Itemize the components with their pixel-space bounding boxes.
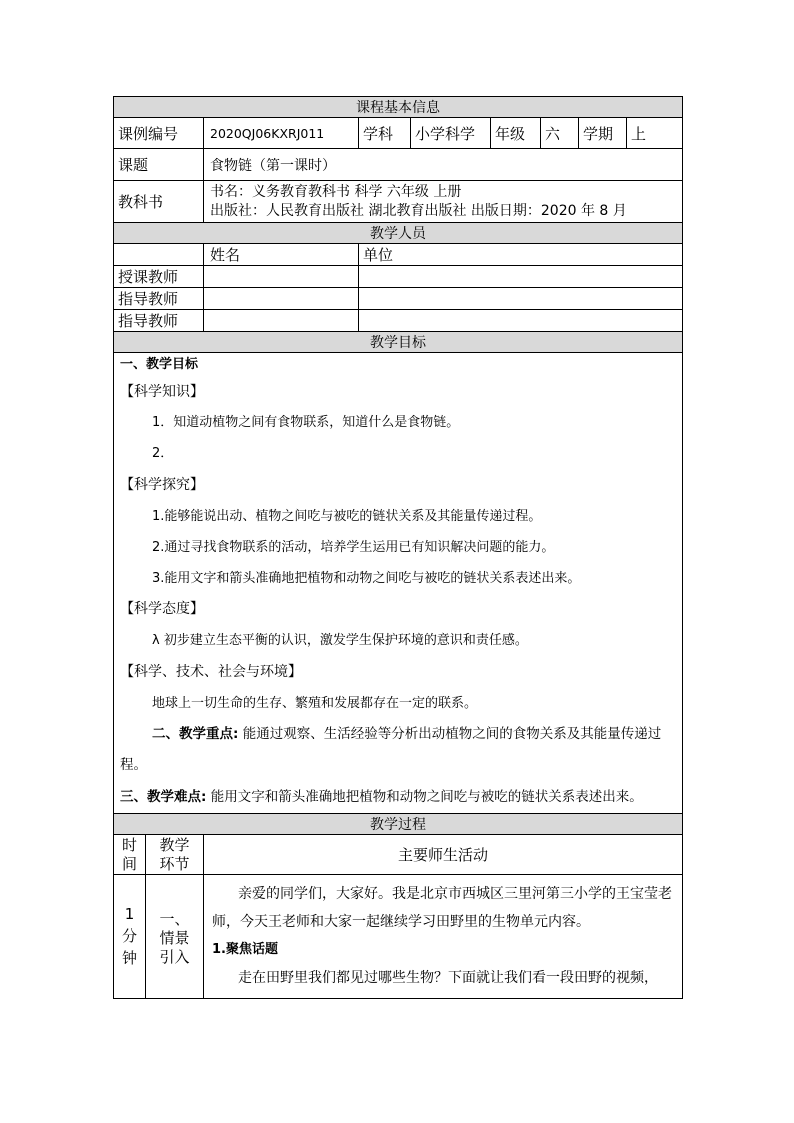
grade-value: 六 [541, 118, 579, 149]
book-label: 教科书 [114, 181, 204, 223]
topic-label: 课题 [114, 149, 204, 181]
step-column-header: 教学环节 [146, 835, 204, 875]
code-value: 2020QJ06KXRJ011 [204, 118, 359, 149]
knowledge-item-1: 1．知道动植物之间有食物联系，知道什么是食物链。 [152, 415, 460, 430]
stse-heading: 【科学、技术、社会与环境】 [120, 664, 302, 680]
science-attitude-heading: 【科学态度】 [120, 601, 204, 617]
subject-label: 学科 [359, 118, 411, 149]
staff-row [114, 310, 683, 332]
staff-header-row [114, 223, 683, 244]
subject-value: 小学科学 [411, 118, 491, 149]
basic-info-header-row [114, 97, 683, 118]
time-column-header: 时间 [114, 835, 146, 875]
basic-info-row-topic [114, 149, 683, 181]
objectives-header: 教学目标 [114, 332, 683, 353]
staff-columns-row [114, 244, 683, 266]
inquiry-item-2: 2.通过寻找食物联系的活动，培养学生运用已有知识解决问题的能力。 [152, 540, 555, 555]
basic-info-row-book [114, 181, 683, 223]
staff-unit [359, 266, 683, 288]
science-inquiry-heading: 【科学探究】 [120, 477, 204, 493]
science-knowledge-heading: 【科学知识】 [120, 384, 204, 400]
key-points-text-cont: 程。 [120, 757, 147, 773]
process-header-row [114, 814, 683, 835]
book-line-2: 出版社：人民教育出版社 湖北教育出版社 出版日期：2020 年 8 月 [210, 202, 627, 219]
stse-item: 地球上一切生命的生存、繁殖和发展都存在一定的联系。 [152, 696, 478, 711]
process-header: 教学过程 [114, 814, 683, 835]
staff-name [204, 266, 359, 288]
book-line-1: 书名：义务教育教科书 科学 六年级 上册 [210, 183, 462, 200]
staff-name-column: 姓名 [204, 244, 359, 266]
staff-row [114, 288, 683, 310]
lesson-plan-table [113, 96, 683, 999]
staff-name [204, 288, 359, 310]
staff-role: 指导教师 [114, 310, 204, 332]
difficult-points-text: 能用文字和箭头准确地把植物和动物之间吃与被吃的链状关系表述出来。 [206, 789, 643, 805]
objectives-row [114, 353, 683, 814]
key-points-label: 二、教学重点: [152, 726, 239, 742]
staff-header: 教学人员 [114, 223, 683, 244]
activity-paragraph-1: 亲爱的同学们，大家好。我是北京市西城区三里河第三小学的王宝莹老 [238, 886, 672, 902]
process-activity [204, 875, 683, 999]
inquiry-item-1: 1.能够能说出动、植物之间吃与被吃的链状关系及其能量传递过程。 [152, 509, 542, 524]
key-points-text: 能通过观察、生活经验等分析出动植物之间的食物关系及其能量传递过 [238, 726, 662, 742]
staff-row [114, 266, 683, 288]
grade-label: 年级 [491, 118, 541, 149]
basic-info-header: 课程基本信息 [114, 97, 683, 118]
staff-role: 指导教师 [114, 288, 204, 310]
process-step: 一、情景引入 [146, 875, 204, 999]
staff-role: 授课教师 [114, 266, 204, 288]
objectives-title: 一、教学目标 [120, 357, 199, 372]
basic-info-row-code [114, 118, 683, 149]
activity-paragraph-1-cont: 师，今天王老师和大家一起继续学习田野里的生物单元内容。 [212, 914, 590, 930]
process-time: 1 分钟 [114, 875, 146, 999]
attitude-item: λ 初步建立生态平衡的认识，激发学生保护环境的意识和责任感。 [152, 633, 528, 648]
staff-unit [359, 288, 683, 310]
term-label: 学期 [579, 118, 627, 149]
lesson-plan-document [113, 96, 682, 999]
objectives-body [114, 353, 683, 814]
activity-subheading: 1.聚焦话题 [212, 942, 278, 957]
activity-paragraph-2: 走在田野里我们都见过哪些生物？下面就让我们看一段田野的视频， [238, 970, 658, 986]
term-value: 上 [627, 118, 683, 149]
staff-unit-column: 单位 [359, 244, 683, 266]
staff-name [204, 310, 359, 332]
process-columns-row [114, 835, 683, 875]
objectives-header-row [114, 332, 683, 353]
process-row [114, 875, 683, 999]
difficult-points-label: 三、教学难点: [120, 789, 207, 805]
knowledge-item-2: 2． [152, 446, 174, 461]
inquiry-item-3: 3.能用文字和箭头准确地把植物和动物之间吃与被吃的链状关系表述出来。 [152, 571, 581, 586]
main-activity-column-header: 主要师生活动 [204, 835, 683, 875]
topic-value: 食物链（第一课时） [204, 149, 683, 181]
staff-unit [359, 310, 683, 332]
code-label: 课例编号 [114, 118, 204, 149]
